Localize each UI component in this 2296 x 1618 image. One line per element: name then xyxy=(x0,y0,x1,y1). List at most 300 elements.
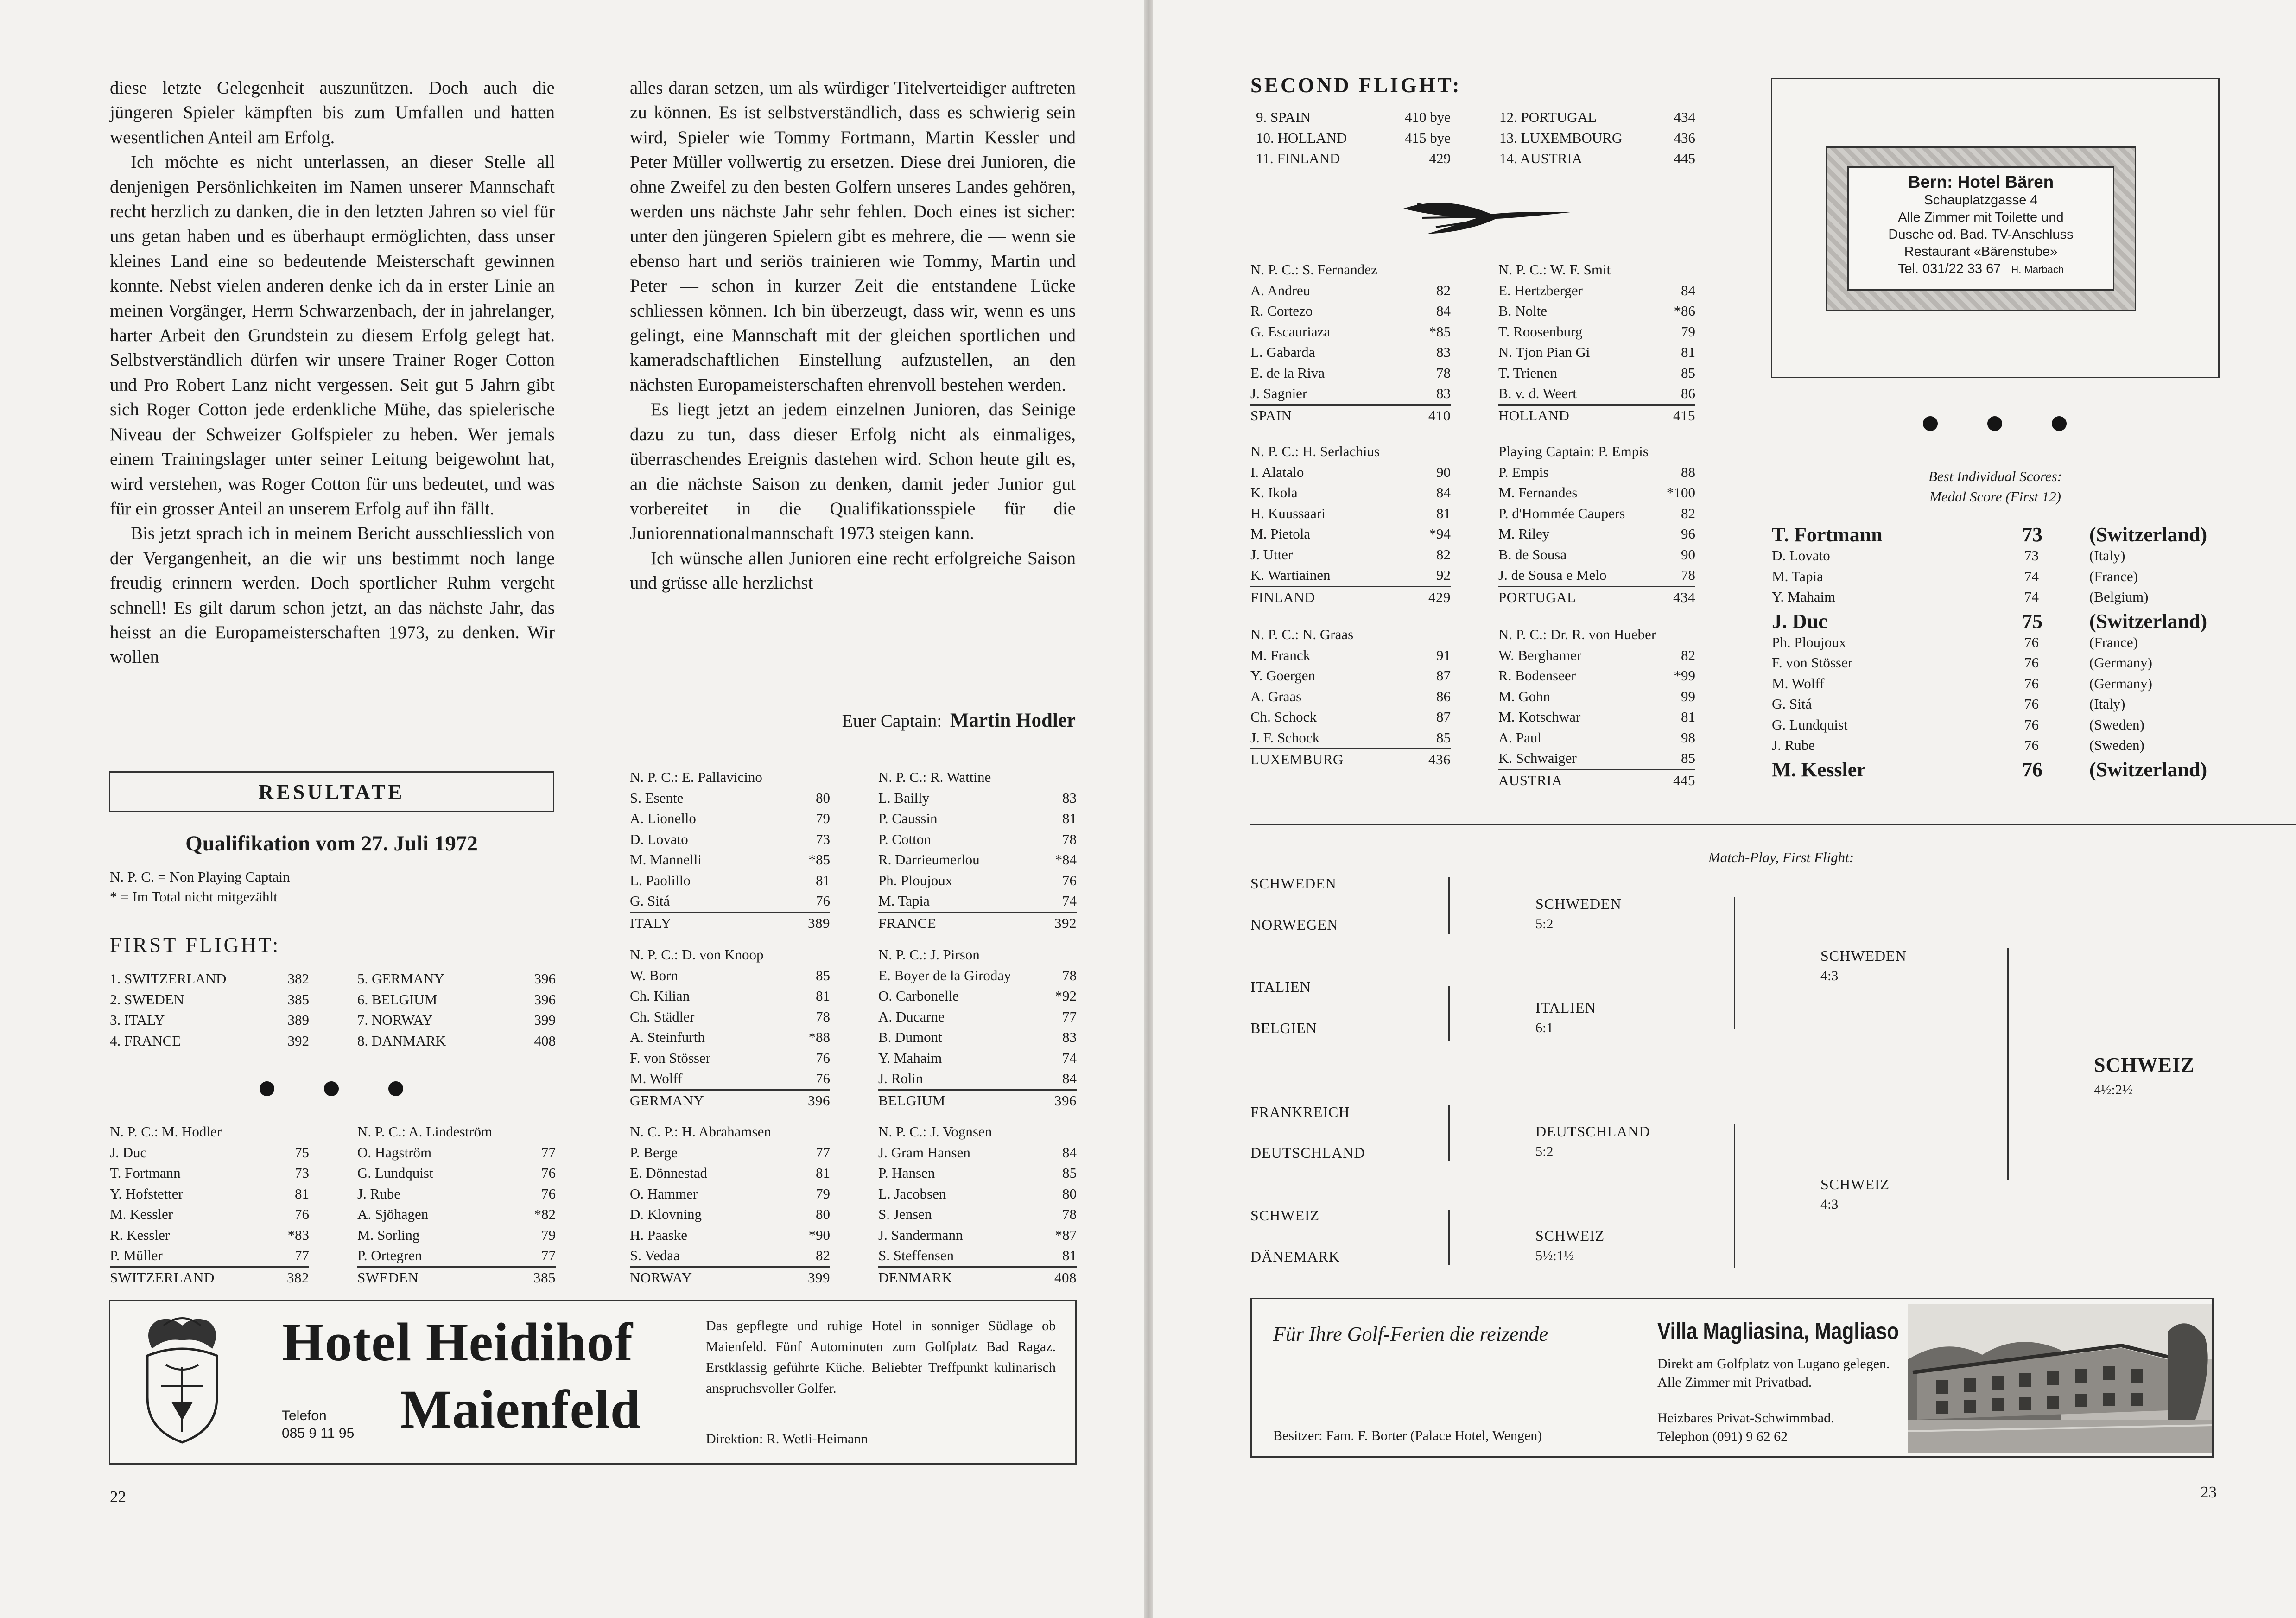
team-total: 385 xyxy=(533,1269,556,1286)
player-score: 79 xyxy=(816,810,830,826)
article-column-1 xyxy=(110,76,555,670)
player-row xyxy=(630,788,830,809)
team-total: 445 xyxy=(1673,772,1695,788)
dot-icon xyxy=(260,1081,274,1096)
player-score: 79 xyxy=(816,1185,830,1202)
player-score: 76 xyxy=(541,1165,556,1181)
team-total: 396 xyxy=(808,1092,830,1109)
player-score: 76 xyxy=(295,1206,309,1222)
baeren-line3: Restaurant «Bärenstube» xyxy=(1904,244,2058,259)
best-scores-list xyxy=(1772,523,2212,801)
player-row xyxy=(1250,645,1451,666)
player-name: G. Sitá xyxy=(630,893,670,909)
player-score: 78 xyxy=(816,1008,830,1025)
player-score: 82 xyxy=(1681,647,1695,663)
player-score: 85 xyxy=(1681,750,1695,766)
player-row xyxy=(1250,462,1451,483)
player-name: Ch. Städler xyxy=(630,1008,695,1025)
bracket-r3-score: 4:3 xyxy=(1820,1197,1839,1212)
player-row xyxy=(878,1142,1077,1163)
villa-phone: Telephon (091) 9 62 62 xyxy=(1657,1429,1788,1444)
team-name: SPAIN xyxy=(1250,407,1292,424)
best-score-country: (France) xyxy=(2089,634,2138,650)
team-name: ITALY xyxy=(630,914,672,931)
baeren-title: Bern: Hotel Bären xyxy=(1908,172,2054,191)
player-score: 82 xyxy=(1681,505,1695,521)
player-row xyxy=(630,1027,830,1048)
team-total-row xyxy=(1250,586,1451,608)
player-name: W. Berghamer xyxy=(1498,647,1582,663)
team-captain: N. P. C.: J. Vognsen xyxy=(878,1123,992,1140)
rank-team: 2. SWEDEN xyxy=(110,991,184,1008)
best-score-name: Y. Mahaim xyxy=(1772,589,1836,605)
legend-npc: N. P. C. = Non Playing Captain xyxy=(110,869,290,885)
resultate-heading: RESULTATE xyxy=(258,780,405,804)
villa-pool: Heizbares Privat-Schwimmbad. xyxy=(1657,1410,1834,1426)
team-table-luxemburg xyxy=(1250,624,1451,770)
player-row xyxy=(357,1245,556,1266)
team-table-italy xyxy=(630,767,830,933)
best-score-value: 75 xyxy=(2022,609,2042,633)
villa-tagline: Für Ihre Golf-Ferien die reizende xyxy=(1273,1323,1548,1345)
article-paragraph: diese letzte Gelegenheit auszunützen. Doch auch die jüngeren Spieler kämpften bis zum Umfallen und hatten wesentlichen Anteil am Erfolg. xyxy=(110,78,555,147)
rank-team: 6. BELGIUM xyxy=(357,991,438,1008)
bracket-r2-score: 5½:1½ xyxy=(1535,1248,1574,1263)
bracket-r2-score: 5:2 xyxy=(1535,1144,1554,1159)
heidihof-phone-label: Telefon xyxy=(282,1408,327,1423)
player-row xyxy=(1498,383,1695,404)
player-row xyxy=(1250,686,1451,707)
player-score: *82 xyxy=(534,1206,556,1222)
rank-team: 7. NORWAY xyxy=(357,1012,433,1028)
rank-score: 436 xyxy=(1674,129,1695,146)
player-row xyxy=(1250,322,1451,343)
player-name: K. Wartiainen xyxy=(1250,567,1331,583)
rank-score: 382 xyxy=(287,971,309,987)
baeren-line1: Alle Zimmer mit Toilette und xyxy=(1898,210,2064,225)
team-captain: Playing Captain: P. Empis xyxy=(1498,443,1649,459)
ranking-row xyxy=(1499,107,1695,128)
bracket-line xyxy=(2007,948,2009,1180)
team-total-row xyxy=(630,912,830,934)
player-name: O. Hammer xyxy=(630,1185,698,1202)
rank-team: 3. ITALY xyxy=(110,1012,165,1028)
player-row xyxy=(630,850,830,870)
page-number-right: 23 xyxy=(2201,1483,2217,1501)
article-paragraph: alles daran setzen, um als würdiger Titelverteidiger auftreten zu können. Es ist selbstverständlich, dass es schwierig sein wird, Spieler wie Tommy Fortmann, Martin Kessler und Peter Müller vollwertig zu ersetzen. Diese drei Junioren, die ohne Zweifel zu den besten Golfern unseres Landes gehören, werden uns nächste Jahr sehr fehlen. Doch eines ist sicher: unter den jüngeren Spielern gibt es mehrere, die — wenn sie ebenso hart und seriös trainieren wie Tommy, Martin und Peter — schon in kurzer Zeit die entstandene Lücke schliessen können. Ich bin überzeugt, dass wir, wenn es uns gelingt, eine Mannschaft mit der gleichen sportlichen und kameradschaftlichen Einstellung aufzustellen, an den nächsten Europameisterschaften ehrenvoll bestehen werden. xyxy=(630,78,1076,395)
player-name: R. Cortezo xyxy=(1250,303,1313,319)
player-row xyxy=(1250,707,1451,728)
player-row xyxy=(1250,545,1451,565)
bracket-line xyxy=(1448,1210,1450,1265)
best-score-value: 76 xyxy=(2024,737,2039,753)
team-name: SWEDEN xyxy=(357,1269,419,1286)
player-name: R. Kessler xyxy=(110,1226,170,1243)
player-name: S. Jensen xyxy=(878,1206,932,1222)
second-flight-ranking-b xyxy=(1499,107,1695,169)
bracket-r1-team: NORWEGEN xyxy=(1250,916,1338,933)
rank-team: 9. SPAIN xyxy=(1256,109,1311,125)
player-score: *87 xyxy=(1055,1226,1077,1243)
player-row xyxy=(1498,707,1695,728)
player-row xyxy=(1498,748,1695,769)
rank-team: 14. AUSTRIA xyxy=(1499,150,1583,166)
player-name: E. Dönnestad xyxy=(630,1165,708,1181)
bracket-r1-team: SCHWEIZ xyxy=(1250,1207,1320,1224)
coat-of-arms-icon xyxy=(133,1312,231,1446)
best-score-name: D. Lovato xyxy=(1772,547,1830,564)
player-name: P. Ortegren xyxy=(357,1247,422,1263)
player-score: 82 xyxy=(1436,546,1451,563)
team-name: FRANCE xyxy=(878,914,937,931)
bracket-r1-team: FRANKREICH xyxy=(1250,1104,1350,1120)
separator-dots xyxy=(1923,416,2067,431)
player-row xyxy=(1498,503,1695,524)
second-flight-title: SECOND FLIGHT: xyxy=(1250,74,1462,97)
player-name: M. Wolff xyxy=(630,1070,683,1086)
best-score-value: 74 xyxy=(2024,568,2039,584)
player-name: P. Cotton xyxy=(878,831,931,847)
player-name: O. Hagström xyxy=(357,1144,432,1161)
team-table-france xyxy=(878,767,1077,933)
baeren-phone: Tel. 031/22 33 67 xyxy=(1897,261,2001,276)
player-score: 78 xyxy=(1681,567,1695,583)
qualification-title: Qualifikation vom 27. Juli 1972 xyxy=(185,831,478,856)
player-name: J. Rolin xyxy=(878,1070,923,1086)
best-score-name: J. Rube xyxy=(1772,737,1815,753)
ranking-row xyxy=(1499,128,1695,149)
rank-score: 396 xyxy=(534,991,556,1008)
player-score: 90 xyxy=(1681,546,1695,563)
bracket-r3-team: SCHWEIZ xyxy=(1820,1176,1890,1193)
team-total: 399 xyxy=(808,1269,830,1286)
player-row xyxy=(630,1184,830,1205)
team-total-row xyxy=(1250,404,1451,426)
player-score: 79 xyxy=(541,1226,556,1243)
player-row xyxy=(630,808,830,829)
team-total-row xyxy=(1498,404,1695,426)
baeren-line2: Dusche od. Bad. TV-Anschluss xyxy=(1888,227,2074,242)
villa-photo xyxy=(1908,1304,2212,1453)
player-row xyxy=(630,1225,830,1246)
player-score: 79 xyxy=(1681,323,1695,340)
player-row xyxy=(878,1225,1077,1246)
player-name: B. Dumont xyxy=(878,1029,942,1045)
team-name: AUSTRIA xyxy=(1498,772,1562,788)
team-name: BELGIUM xyxy=(878,1092,945,1109)
player-name: B. v. d. Weert xyxy=(1498,385,1577,401)
player-score: 73 xyxy=(816,831,830,847)
player-score: 86 xyxy=(1681,385,1695,401)
player-score: 81 xyxy=(816,1165,830,1181)
player-name: M. Gohn xyxy=(1498,688,1550,704)
player-score: 73 xyxy=(295,1165,309,1181)
player-score: 90 xyxy=(1436,463,1451,480)
player-score: 75 xyxy=(295,1144,309,1161)
player-name: J. Sagnier xyxy=(1250,385,1307,401)
team-name: DENMARK xyxy=(878,1269,953,1286)
rank-score: 385 xyxy=(287,991,309,1008)
player-row xyxy=(878,829,1077,850)
player-score: 83 xyxy=(1062,789,1077,806)
rank-score: 396 xyxy=(534,971,556,987)
player-name: N. Tjon Pian Gi xyxy=(1498,344,1590,360)
team-captain: N. P. C.: S. Fernandez xyxy=(1250,261,1377,278)
player-name: M. Tapia xyxy=(878,893,930,909)
player-name: S. Steffensen xyxy=(878,1247,954,1263)
player-score: 83 xyxy=(1436,385,1451,401)
separator-dots xyxy=(260,1081,453,1096)
player-score: 86 xyxy=(1436,688,1451,704)
player-row xyxy=(357,1204,556,1225)
player-score: 78 xyxy=(1062,1206,1077,1222)
player-row xyxy=(878,1048,1077,1069)
player-name: K. Schwaiger xyxy=(1498,750,1577,766)
best-score-country: (Sweden) xyxy=(2089,737,2144,753)
rank-score: 389 xyxy=(287,1012,309,1028)
team-total: 382 xyxy=(287,1269,309,1286)
player-name: K. Ikola xyxy=(1250,484,1298,501)
team-captain: N. P. C.: A. Lindeström xyxy=(357,1123,493,1140)
player-name: M. Sorling xyxy=(357,1226,420,1243)
bracket-r1-team: ITALIEN xyxy=(1250,978,1311,995)
player-score: 81 xyxy=(1436,505,1451,521)
player-row xyxy=(878,1007,1077,1028)
player-row xyxy=(878,965,1077,986)
player-row xyxy=(878,1068,1077,1089)
player-score: 77 xyxy=(1062,1008,1077,1025)
team-total: 410 xyxy=(1428,407,1451,424)
player-score: *85 xyxy=(808,851,830,868)
best-score-country: (Italy) xyxy=(2089,696,2125,712)
player-score: 76 xyxy=(816,893,830,909)
rank-score: 392 xyxy=(287,1032,309,1049)
player-name: Y. Goergen xyxy=(1250,667,1316,684)
team-total-row xyxy=(1498,586,1695,608)
first-flight-title: FIRST FLIGHT: xyxy=(110,933,281,957)
bracket-line xyxy=(1448,986,1450,1041)
player-name: L. Paolillo xyxy=(630,872,691,888)
player-score: 76 xyxy=(1062,872,1077,888)
ranking-row xyxy=(110,990,309,1010)
baeren-frame xyxy=(1826,146,2136,311)
player-name: E. Hertzberger xyxy=(1498,282,1583,298)
player-score: 91 xyxy=(1436,647,1451,663)
best-score-name: Ph. Ploujoux xyxy=(1772,634,1846,650)
player-name: T. Trienen xyxy=(1498,364,1557,381)
team-captain: N. P. C.: E. Pallavicino xyxy=(630,769,762,785)
bracket-r3-score: 4:3 xyxy=(1820,968,1839,983)
heidihof-description: Das gepflegte und ruhige Hotel in sonniger Südlage ob Maienfeld. Fünf Autominuten zum Golfplatz Bad Ragaz. Erstklassig geführte Küche. Beliebter Treffpunkt kulinarisch anspruchsvoller Golfer. xyxy=(706,1318,1056,1396)
team-total: 396 xyxy=(1054,1092,1077,1109)
villa-owner: Besitzer: Fam. F. Borter (Palace Hotel, Wengen) xyxy=(1273,1428,1542,1443)
player-row xyxy=(357,1142,556,1163)
team-total-row xyxy=(878,912,1077,934)
rank-score: 410 bye xyxy=(1404,109,1451,125)
bracket-r1-team: DEUTSCHLAND xyxy=(1250,1144,1365,1161)
team-captain: N. P. C.: J. Pirson xyxy=(878,946,980,963)
player-name: H. Kuussaari xyxy=(1250,505,1326,521)
player-name: J. F. Schock xyxy=(1250,729,1320,746)
team-total: 436 xyxy=(1428,751,1451,768)
player-score: 78 xyxy=(1062,967,1077,983)
player-name: M. Kessler xyxy=(110,1206,173,1222)
heidihof-direktion: Direktion: R. Wetli-Heimann xyxy=(706,1431,868,1447)
player-score: 76 xyxy=(816,1049,830,1066)
heidihof-name-line1: Hotel Heidihof xyxy=(282,1312,634,1372)
player-name: Ch. Kilian xyxy=(630,988,690,1004)
bracket-r2-team: SCHWEDEN xyxy=(1535,895,1622,912)
player-name: J. Sandermann xyxy=(878,1226,963,1243)
player-name: Y. Hofstetter xyxy=(110,1185,183,1202)
bracket-r2-score: 5:2 xyxy=(1535,916,1554,932)
player-score: 81 xyxy=(1681,709,1695,725)
player-score: 84 xyxy=(1062,1070,1077,1086)
player-row xyxy=(630,1163,830,1184)
team-table-norway xyxy=(630,1122,830,1288)
villa-description: Direkt am Golfplatz von Lugano gelegen. Alle Zimmer mit Privatbad. xyxy=(1657,1356,1890,1390)
player-score: 83 xyxy=(1436,344,1451,360)
player-row xyxy=(878,1245,1077,1266)
best-score-country: (Sweden) xyxy=(2089,716,2144,733)
team-total-row xyxy=(878,1266,1077,1288)
left-page xyxy=(0,0,1144,1618)
team-table-switzerland xyxy=(110,1122,309,1288)
rank-team: 11. FINLAND xyxy=(1256,150,1340,166)
best-score-value: 76 xyxy=(2024,696,2039,712)
best-score-country: (Germany) xyxy=(2089,654,2152,671)
player-score: 99 xyxy=(1681,688,1695,704)
dot-icon xyxy=(324,1081,339,1096)
player-row xyxy=(1250,524,1451,545)
team-table-spain xyxy=(1250,260,1451,426)
player-score: 74 xyxy=(1062,893,1077,909)
team-name: NORWAY xyxy=(630,1269,692,1286)
player-name: L. Gabarda xyxy=(1250,344,1315,360)
article-paragraph: Ich wünsche allen Junioren eine recht erfolgreiche Saison und grüsse alle herzlichst xyxy=(630,548,1076,593)
player-row xyxy=(630,1204,830,1225)
best-score-country: (Switzerland) xyxy=(2089,758,2207,781)
player-row xyxy=(1498,482,1695,503)
rank-team: 4. FRANCE xyxy=(110,1032,181,1049)
player-row xyxy=(1250,342,1451,363)
player-name: A. Steinfurth xyxy=(630,1029,705,1045)
player-score: *94 xyxy=(1429,526,1451,542)
player-row xyxy=(878,986,1077,1007)
player-row xyxy=(878,870,1077,891)
dot-icon xyxy=(2052,416,2067,431)
player-name: J. Utter xyxy=(1250,546,1293,563)
player-row xyxy=(1498,462,1695,483)
team-total-row xyxy=(110,1266,309,1288)
player-row xyxy=(1498,645,1695,666)
bracket-r2-team: ITALIEN xyxy=(1535,999,1596,1016)
player-row xyxy=(110,1184,309,1205)
player-row xyxy=(630,870,830,891)
bracket-line xyxy=(1734,897,1735,1029)
best-score-country: (Italy) xyxy=(2089,547,2125,564)
player-name: M. Fernandes xyxy=(1498,484,1578,501)
player-name: E. Boyer de la Giroday xyxy=(878,967,1011,983)
player-row xyxy=(1498,301,1695,322)
player-row xyxy=(1498,728,1695,749)
player-score: 81 xyxy=(816,872,830,888)
player-score: 74 xyxy=(1062,1049,1077,1066)
rank-score: 429 xyxy=(1429,150,1451,166)
player-score: 92 xyxy=(1436,567,1451,583)
team-name: GERMANY xyxy=(630,1092,704,1109)
signature xyxy=(788,709,1076,732)
player-name: M. Pietola xyxy=(1250,526,1311,542)
best-score-value: 74 xyxy=(2024,589,2039,605)
team-total: 434 xyxy=(1673,589,1695,605)
player-score: 87 xyxy=(1436,667,1451,684)
player-name: P. Caussin xyxy=(878,810,938,826)
team-table-portugal xyxy=(1498,441,1695,608)
player-name: P. Hansen xyxy=(878,1165,935,1181)
section-rule xyxy=(1250,824,2296,825)
best-score-name: J. Duc xyxy=(1772,609,1827,633)
player-score: *99 xyxy=(1674,667,1695,684)
team-captain: N. P. C.: D. von Knoop xyxy=(630,946,764,963)
rank-team: 10. HOLLAND xyxy=(1256,129,1347,146)
player-score: 77 xyxy=(541,1144,556,1161)
player-score: 78 xyxy=(1062,831,1077,847)
team-name: PORTUGAL xyxy=(1498,589,1576,605)
player-row xyxy=(1250,482,1451,503)
best-score-name: G. Sitá xyxy=(1772,696,1812,712)
player-score: 85 xyxy=(1681,364,1695,381)
player-score: 81 xyxy=(1062,1247,1077,1263)
player-row xyxy=(1250,383,1451,404)
player-score: 80 xyxy=(1062,1185,1077,1202)
player-name: M. Mannelli xyxy=(630,851,702,868)
team-table-belgium xyxy=(878,945,1077,1111)
player-name: L. Jacobsen xyxy=(878,1185,946,1202)
player-row xyxy=(630,986,830,1007)
player-name: P. Empis xyxy=(1498,463,1549,480)
player-row xyxy=(357,1184,556,1205)
best-score-country: (France) xyxy=(2089,568,2138,584)
player-score: 77 xyxy=(816,1144,830,1161)
player-name: L. Bailly xyxy=(878,789,930,806)
player-row xyxy=(1250,565,1451,586)
player-row xyxy=(630,965,830,986)
player-name: P. Müller xyxy=(110,1247,163,1263)
ad-hotel-heidihof xyxy=(109,1300,1077,1465)
baeren-address: Schauplatzgasse 4 xyxy=(1924,193,2038,208)
player-name: M. Franck xyxy=(1250,647,1311,663)
bracket-r1-team: SCHWEDEN xyxy=(1250,875,1337,892)
player-row xyxy=(1250,280,1451,301)
ad-hotel-baeren xyxy=(1771,78,2220,378)
player-name: R. Bodenseer xyxy=(1498,667,1576,684)
player-name: W. Born xyxy=(630,967,678,983)
team-total-row xyxy=(357,1266,556,1288)
team-captain: N. P. C.: N. Graas xyxy=(1250,626,1354,642)
player-score: 80 xyxy=(816,1206,830,1222)
article-paragraph: Bis jetzt sprach ich in meinem Bericht ausschliesslich von der Vergangenheit, an die wir uns bestimmt noch lange freudig erinnern werden. Doch sportlicher Ruhm vergeht schnell! Es gilt darum schon jetzt, an das nächste Jahr, das heisst an die Europameisterschaften 1973, zu denken. Wir wollen xyxy=(110,523,555,667)
first-flight-ranking-a xyxy=(110,969,309,1051)
player-name: A. Andreu xyxy=(1250,282,1311,298)
rank-score: 415 bye xyxy=(1404,129,1451,146)
rank-score: 408 xyxy=(534,1032,556,1049)
team-total-row xyxy=(1250,748,1451,770)
heidihof-name-line2: Maienfeld xyxy=(400,1379,641,1440)
player-row xyxy=(110,1142,309,1163)
best-score-name: T. Fortmann xyxy=(1772,523,1883,546)
team-captain: N. P. C.: Dr. R. von Hueber xyxy=(1498,626,1656,642)
